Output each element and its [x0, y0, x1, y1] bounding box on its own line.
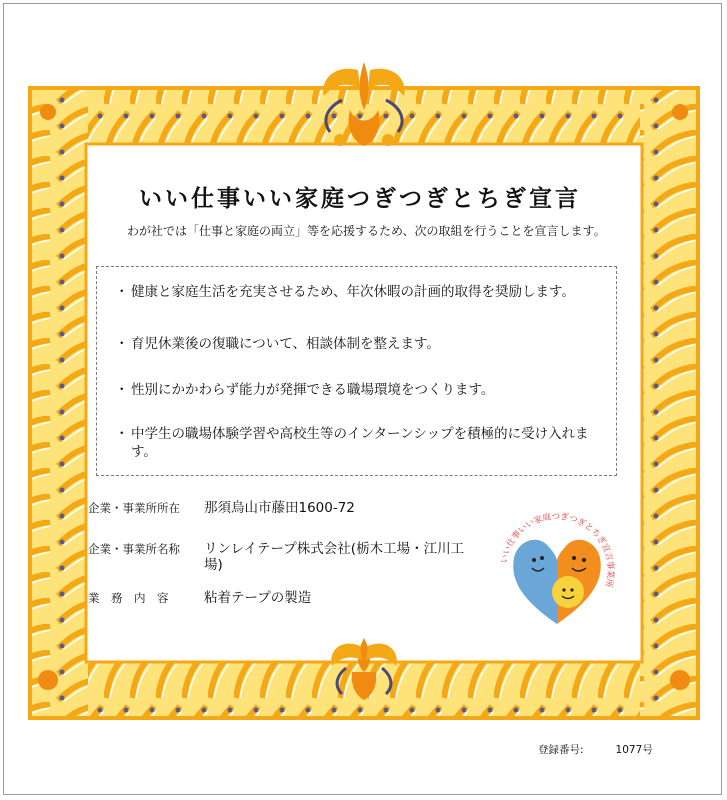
- company-name-label: 企業・事業所名称: [88, 542, 180, 556]
- logo-text: いい仕事いい家庭つぎつぎとちぎ宣言事業所: [499, 511, 616, 589]
- business-label: 業 務 内 容: [88, 591, 169, 605]
- pledge-text: 性別にかかわらず能力が発揮できる職場環境をつくります。: [131, 382, 495, 398]
- bullet: ・: [115, 284, 129, 300]
- bullet: ・: [115, 336, 129, 352]
- pledge-box: [96, 266, 617, 476]
- pledge-text: 健康と家庭生活を充実させるため、年次休暇の計画的取得を奨励します。: [131, 284, 575, 300]
- pledge-item: [115, 335, 605, 353]
- company-name-row: [88, 541, 469, 573]
- bullet: ・: [115, 382, 129, 398]
- registration-label: 登録番号:: [538, 744, 584, 756]
- bullet: ・: [115, 426, 129, 442]
- certificate-title: いい仕事いい家庭つぎつぎとちぎ宣言: [139, 185, 581, 212]
- pledge-text: 中学生の職場体験学習や高校生等のインターンシップを積極的に受け入れます。: [131, 426, 589, 460]
- business-value: 粘着テープの製造: [203, 590, 312, 606]
- company-name-value: リンレイテープ株式会社(栃木工場・江川工場): [203, 541, 465, 573]
- intro-text: わが社では「仕事と家庭の両立」等を応援するため、次の取組を行うことを宣言します。: [127, 224, 606, 238]
- registration-value: 1077号: [615, 744, 653, 756]
- pledge-item: [115, 283, 605, 301]
- address-value: 那須烏山市藤田1600-72: [203, 500, 355, 516]
- pledge-text: 育児休業後の復職について、相談体制を整えます。: [131, 336, 440, 352]
- address-label: 企業・事業所所在: [88, 501, 180, 515]
- pledge-item: [115, 381, 605, 399]
- pledge-item: [115, 425, 605, 461]
- registration-number: [538, 742, 653, 757]
- business-row: [88, 590, 469, 606]
- address-row: [88, 500, 469, 516]
- tochigi-declaration-logo: [492, 500, 622, 640]
